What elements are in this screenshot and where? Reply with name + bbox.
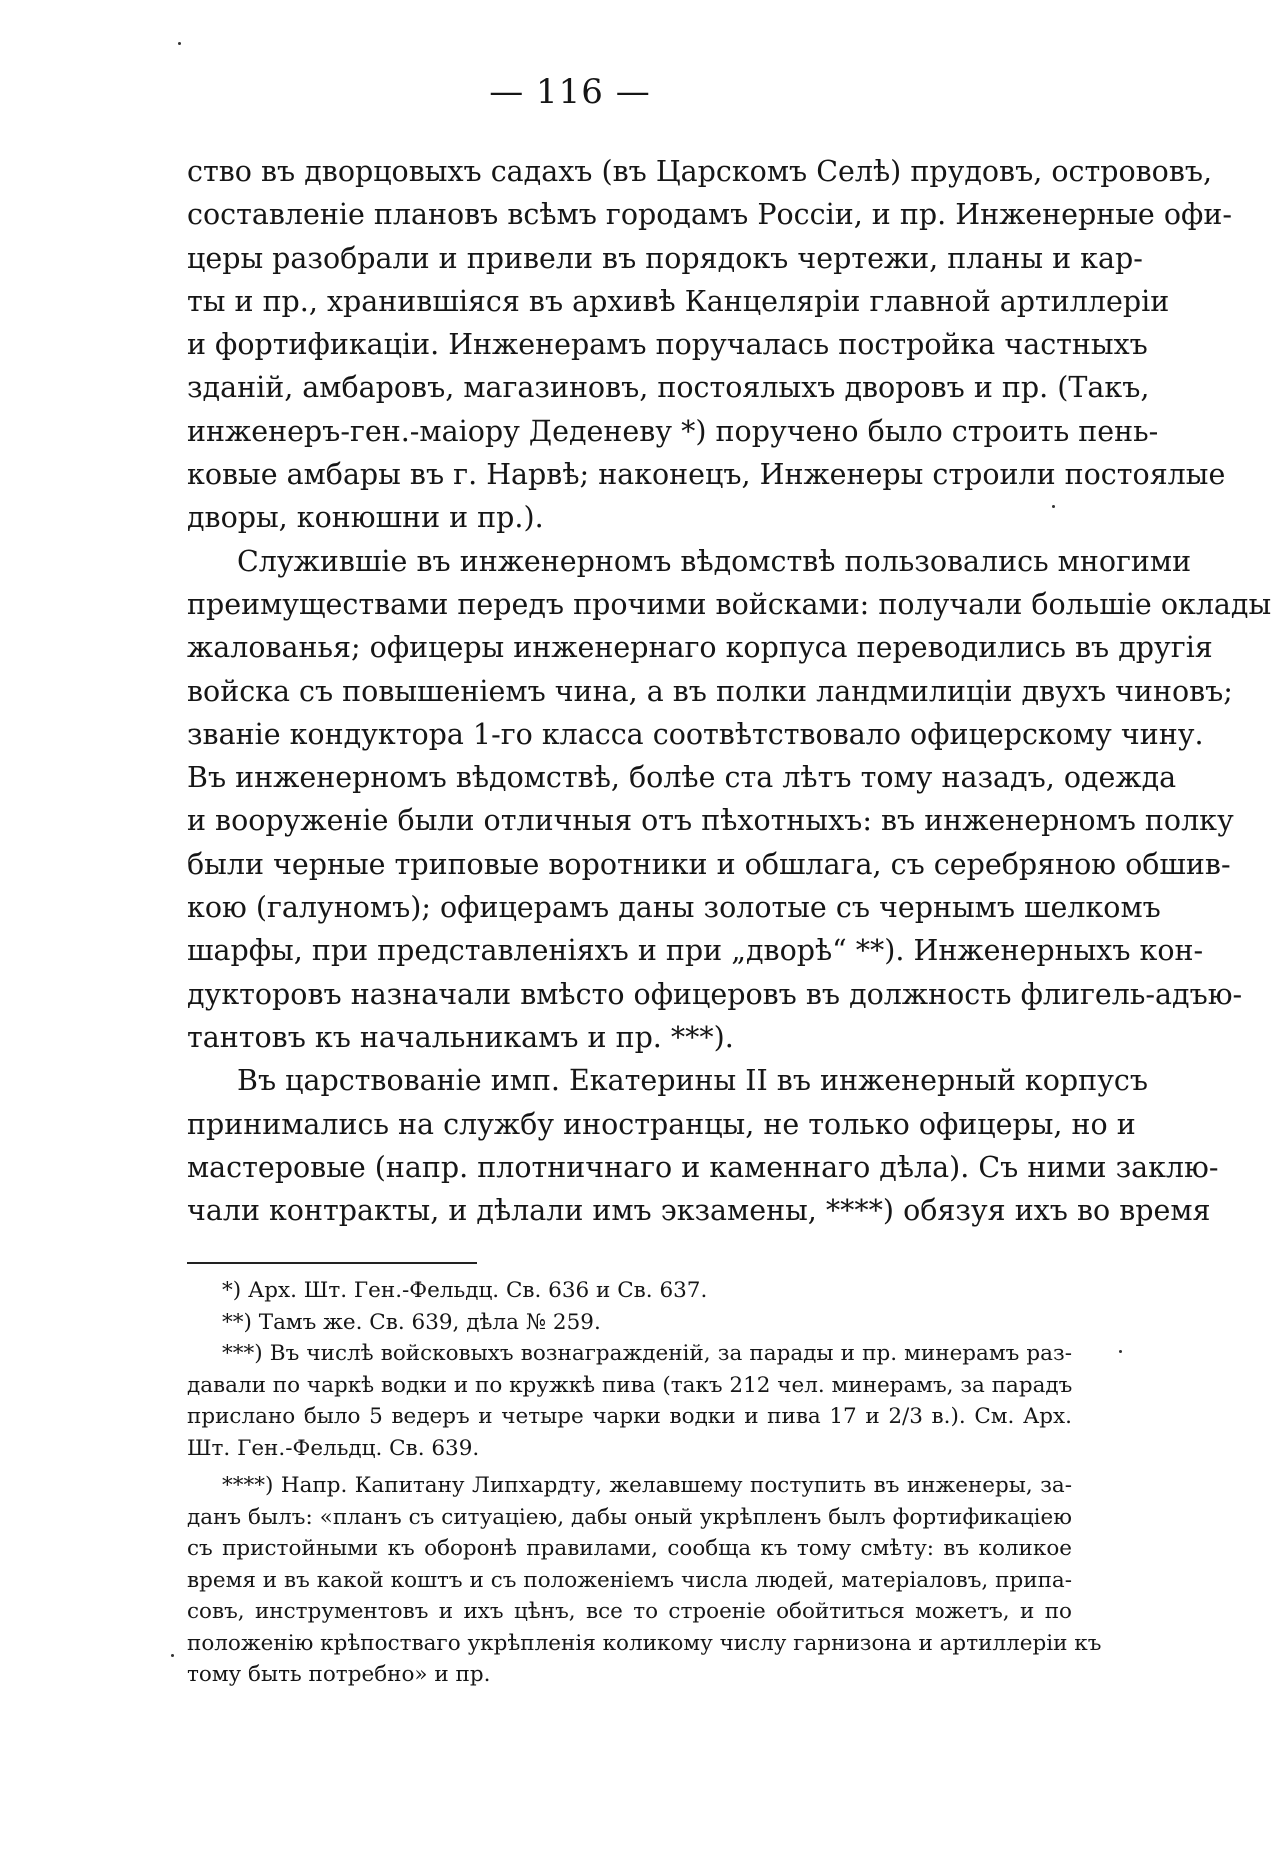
paragraph-start-line: Въ царствованіе имп. Екатерины II въ инженерный корпусъ <box>237 1064 1148 1098</box>
text-line: мастеровые (напр. плотничнаго и каменнаго дѣла). Съ ними заклю- <box>187 1150 1219 1184</box>
footnote-line: время и въ какой коштъ и съ положеніемъ числа людей, матеріаловъ, припа- <box>187 1567 1072 1593</box>
text-line: ство въ дворцовыхъ садахъ (въ Царскомъ Селѣ) прудовъ, острововъ, <box>187 155 1213 188</box>
footnote-line: Шт. Ген.-Фельдц. Св. 639. <box>187 1435 480 1461</box>
footnote-line: ***) Въ числѣ войсковыхъ вознагражденій, за парады и пр. минерамъ раз- <box>222 1341 1072 1366</box>
footnote-line: прислано было 5 ведеръ и четыре чарки водки и пива 17 и 2/3 в.). См. Арх. <box>187 1404 1072 1429</box>
page-number: — 116 — <box>489 72 651 112</box>
text-line: шарфы, при представленіяхъ и при „дворѣ“ **). Инженерныхъ кон- <box>187 934 1204 968</box>
scan-speck <box>178 42 181 45</box>
footnote-line: данъ былъ: «планъ съ ситуаціею, дабы оный укрѣпленъ былъ фортификаціею <box>187 1504 1072 1530</box>
scan-speck <box>1119 1350 1122 1353</box>
footnote-line: *) Арх. Шт. Ген.-Фельдц. Св. 636 и Св. 637. <box>222 1278 708 1303</box>
footnote-separator <box>187 1262 477 1264</box>
paragraph-start-line: Служившіе въ инженерномъ вѣдомствѣ пользовались многими <box>237 544 1192 578</box>
footnote-line: положенію крѣпостваго укрѣпленія коликому числу гарнизона и артиллеріи къ <box>187 1630 1102 1656</box>
text-line: церы разобрали и привели въ порядокъ чертежи, планы и кар- <box>187 241 1143 275</box>
text-line: жалованья; офицеры инженернаго корпуса переводились въ другія <box>187 631 1213 665</box>
text-line: зданій, амбаровъ, магазиновъ, постоялыхъ дворовъ и пр. (Такъ, <box>187 371 1150 405</box>
text-line: и фортификаціи. Инженерамъ поручалась постройка частныхъ <box>187 328 1148 362</box>
footnote-line: ****) Напр. Капитану Липхардту, желавшему поступить въ инженеры, за- <box>222 1473 1072 1498</box>
footnote-line: давали по чаркѣ водки и по кружкѣ пива (такъ 212 чел. минерамъ, за парадъ <box>187 1372 1073 1398</box>
text-line: инженеръ-ген.-маіору Деденеву *) поручено было строить пень- <box>187 414 1159 448</box>
text-line: войска съ повышеніемъ чина, а въ полки ландмилиціи двухъ чиновъ; <box>187 674 1233 708</box>
scan-speck <box>171 1654 174 1657</box>
text-line: ковые амбары въ г. Нарвѣ; наконецъ, Инженеры строили постоялые <box>187 458 1226 492</box>
text-line: званіе кондуктора 1-го класса соотвѣтствовало офицерскому чину. <box>187 717 1204 751</box>
footnote-line: совъ, инструментовъ и ихъ цѣнъ, все то строеніе обойтиться можетъ, и по <box>187 1599 1072 1624</box>
text-line: тантовъ къ начальникамъ и пр. ***). <box>187 1020 734 1054</box>
text-line: и вооруженіе были отличныя отъ пѣхотныхъ: въ инженерномъ полку <box>187 804 1234 838</box>
text-line: кою (галуномъ); офицерамъ даны золотые съ чернымъ шелкомъ <box>187 891 1161 925</box>
text-line: чали контракты, и дѣлали имъ экзамены, ****) обязуя ихъ во время <box>187 1194 1211 1228</box>
footnote-line: съ пристойными къ оборонѣ правилами, сообща къ тому смѣту: въ коликое <box>187 1536 1072 1561</box>
text-line: Въ инженерномъ вѣдомствѣ, болѣе ста лѣтъ тому назадъ, одежда <box>187 761 1177 795</box>
footnote-line: тому быть потребно» и пр. <box>187 1662 491 1687</box>
text-line: дворы, конюшни и пр.). <box>187 501 544 535</box>
text-line: дукторовъ назначали вмѣсто офицеровъ въ должность флигель-адъю- <box>187 977 1243 1011</box>
scan-speck <box>1052 505 1055 508</box>
main-text <box>187 150 1271 1232</box>
footnote-line: **) Тамъ же. Св. 639, дѣла № 259. <box>222 1309 601 1335</box>
footnotes <box>187 1275 1102 1691</box>
text-line: преимуществами передъ прочими войсками: получали большіе оклады <box>187 587 1271 621</box>
text-line: ты и пр., хранившіяся въ архивѣ Канцеляріи главной артиллеріи <box>187 284 1170 318</box>
text-line: были черные триповые воротники и обшлага, съ серебряною обшив- <box>187 847 1231 881</box>
text-line: составленіе плановъ всѣмъ городамъ Россіи, и пр. Инженерные офи- <box>187 198 1232 232</box>
text-line: принимались на службу иностранцы, не только офицеры, но и <box>187 1107 1136 1141</box>
